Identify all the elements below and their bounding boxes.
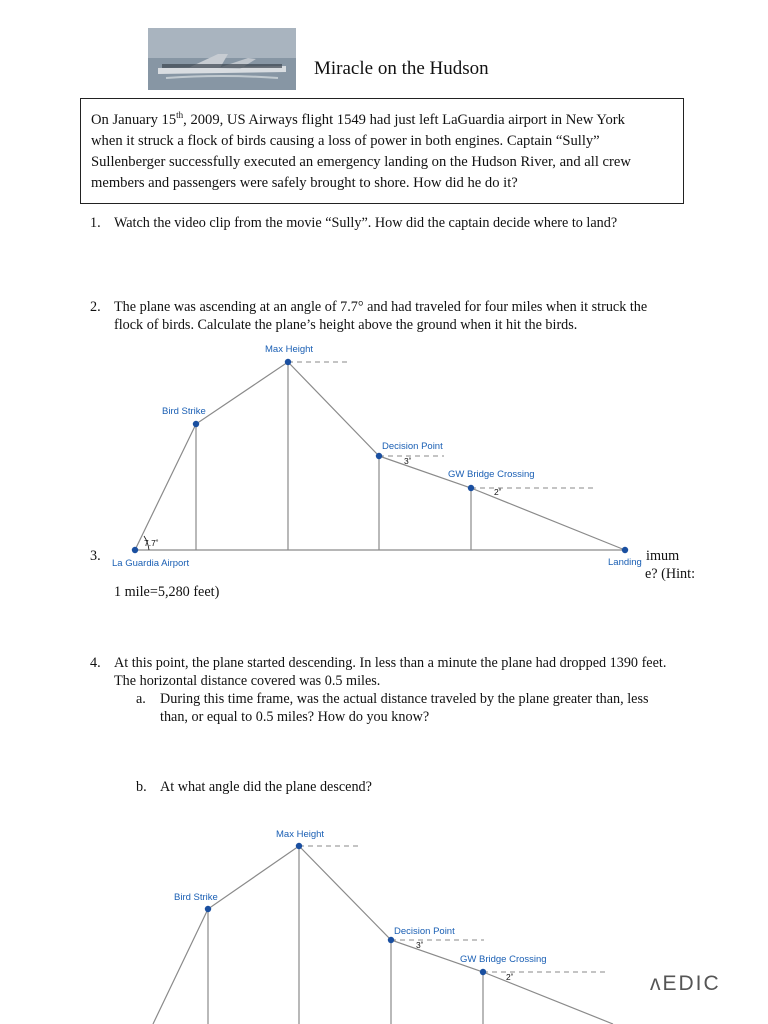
question-4a-line: than, or equal to 0.5 miles? How do you know?	[160, 709, 430, 725]
label-max-height: Max Height	[265, 344, 314, 355]
label-la-guardia: La Guardia Airport	[112, 558, 190, 569]
flight-path-diagram-copy	[108, 824, 668, 1024]
question-4a: a. During this time frame, was the actual distance traveled by the plane greater than, less than, or equal to 0.5 miles? How do you know?	[136, 691, 649, 725]
label-bird-strike: Bird Strike	[174, 892, 218, 903]
question-2: 2. The plane was ascending at an angle of 7.7° and had traveled for four miles when it struck the flock of birds. Calculate the plane’s height above the ground when it hit the birds.	[90, 299, 648, 333]
question-4a-line: During this time frame, was the actual distance traveled by the plane greater than, less	[160, 691, 649, 707]
label-decision-point: Decision Point	[394, 926, 455, 937]
label-bird-strike: Bird Strike	[162, 406, 206, 417]
label-max-height: Max Height	[276, 829, 325, 840]
intro-line: when it struck a flock of birds causing a loss of power in both engines. Captain “Sully”	[91, 132, 600, 149]
label-angle-bridge: 2˚	[494, 487, 502, 497]
intro-line: On January 15th, 2009, US Airways flight 1549 had just left LaGuardia airport in New York	[91, 110, 625, 128]
label-angle-decision: 3˚	[416, 940, 424, 950]
flight-path-diagram	[108, 338, 668, 572]
intro-paragraph	[80, 98, 684, 204]
label-angle-bridge: 2˚	[506, 972, 514, 982]
label-angle-ascent: 7.7˚	[144, 538, 159, 548]
question-1: 1. Watch the video clip from the movie “Sully”. How did the captain decide where to land?	[90, 215, 618, 231]
question-3-number: 3.	[90, 548, 101, 564]
plane-on-river-photo	[148, 28, 296, 90]
question-2-line: The plane was ascending at an angle of 7.7° and had traveled for four miles when it struck the	[114, 299, 648, 315]
label-angle-decision: 3˚	[404, 456, 412, 466]
page-title: Miracle on the Hudson	[314, 58, 489, 79]
intro-line: members and passengers were safely brought to shore. How did he do it?	[91, 174, 518, 191]
question-3-fragment: e? (Hint:	[645, 566, 696, 582]
intro-line: Sullenberger successfully executed an emergency landing on the Hudson River, and all crew	[91, 153, 631, 170]
question-4b: b. At what angle did the plane descend?	[136, 779, 372, 795]
label-gw-bridge: GW Bridge Crossing	[448, 469, 535, 480]
label-landing: Landing	[608, 557, 642, 568]
question-3-hint: 1 mile=5,280 feet)	[114, 584, 220, 600]
question-4: 4. At this point, the plane started descending. In less than a minute the plane had dropped 1390 feet. The horizontal distance covered was 0.5 miles.	[90, 655, 667, 689]
question-3-fragment: imum	[646, 548, 680, 564]
question-2-line: flock of birds. Calculate the plane’s height above the ground when it hit the birds.	[114, 317, 578, 333]
watermark-logo: ʌEDIC	[650, 972, 721, 995]
question-4-line: At this point, the plane started descending. In less than a minute the plane had dropped 1390 feet.	[114, 655, 667, 671]
label-gw-bridge: GW Bridge Crossing	[460, 954, 547, 965]
label-decision-point: Decision Point	[382, 441, 443, 452]
question-4-line: The horizontal distance covered was 0.5 miles.	[114, 673, 381, 689]
